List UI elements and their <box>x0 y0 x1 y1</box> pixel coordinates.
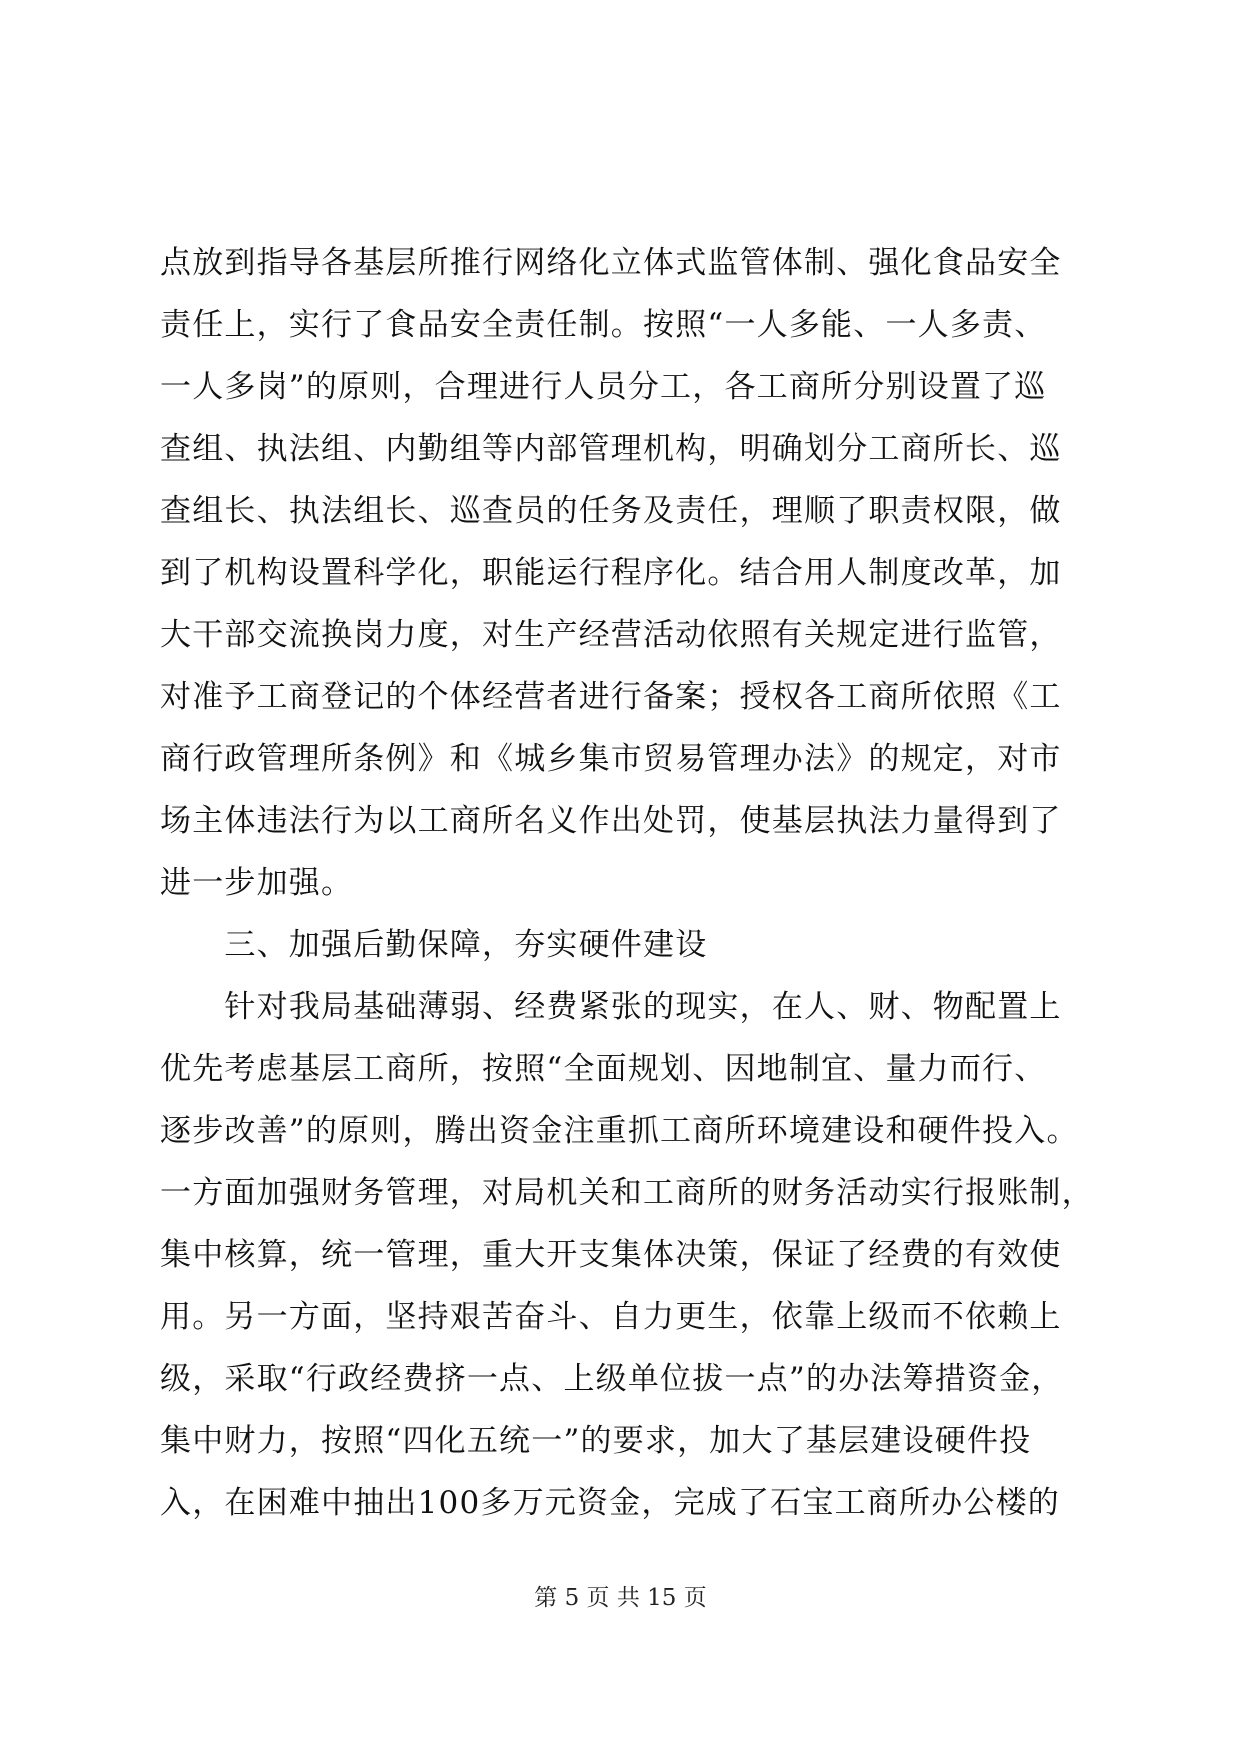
body-text <box>160 232 1095 1534</box>
text-line: 一人多岗”的原则，合理进行人员分工，各工商所分别设置了巡 <box>160 369 1047 405</box>
text-line: 场主体违法行为以工商所名义作出处罚，使基层执法力量得到了 <box>160 803 1062 839</box>
text-line: 商行政管理所条例》和《城乡集市贸易管理办法》的规定，对市 <box>160 741 1062 777</box>
page-number-footer: 第 5 页 共 15 页 <box>534 1585 707 1611</box>
text-line: 大干部交流换岗力度，对生产经营活动依照有关规定进行监管， <box>160 617 1062 653</box>
text-line: 入，在困难中抽出100多万元资金，完成了石宝工商所办公楼的 <box>160 1485 1060 1521</box>
text-line: 集中财力，按照“四化五统一”的要求，加大了基层建设硬件投 <box>160 1423 1032 1459</box>
text-line: 进一步加强。 <box>160 865 354 901</box>
text-line: 优先考虑基层工商所，按照“全面规划、因地制宜、量力而行、 <box>160 1051 1047 1087</box>
text-line: 查组长、执法组长、巡查员的任务及责任，理顺了职责权限，做 <box>160 493 1062 529</box>
text-line: 集中核算，统一管理，重大开支集体决策，保证了经费的有效使 <box>160 1237 1062 1273</box>
text-line: 责任上，实行了食品安全责任制。按照“一人多能、一人多责、 <box>160 307 1047 343</box>
text-line: 查组、执法组、内勤组等内部管理机构，明确划分工商所长、巡 <box>160 431 1062 467</box>
text-line: 点放到指导各基层所推行网络化立体式监管体制、强化食品安全 <box>160 245 1062 281</box>
text-line: 一方面加强财务管理，对局机关和工商所的财务活动实行报账制， <box>160 1175 1094 1211</box>
text-line: 逐步改善”的原则，腾出资金注重抓工商所环境建设和硬件投入。 <box>160 1113 1079 1149</box>
text-line: 用。另一方面，坚持艰苦奋斗、自力更生，依靠上级而不依赖上 <box>160 1299 1062 1335</box>
text-line: 到了机构设置科学化，职能运行程序化。结合用人制度改革，加 <box>160 555 1062 591</box>
text-line: 对准予工商登记的个体经营者进行备案；授权各工商所依照《工 <box>160 679 1062 715</box>
text-line: 针对我局基础薄弱、经费紧张的现实，在人、财、物配置上 <box>160 989 1062 1025</box>
text-line: 级，采取“行政经费挤一点、上级单位拔一点”的办法筹措资金， <box>160 1361 1064 1397</box>
section-heading: 三、加强后勤保障，夯实硬件建设 <box>160 927 708 963</box>
